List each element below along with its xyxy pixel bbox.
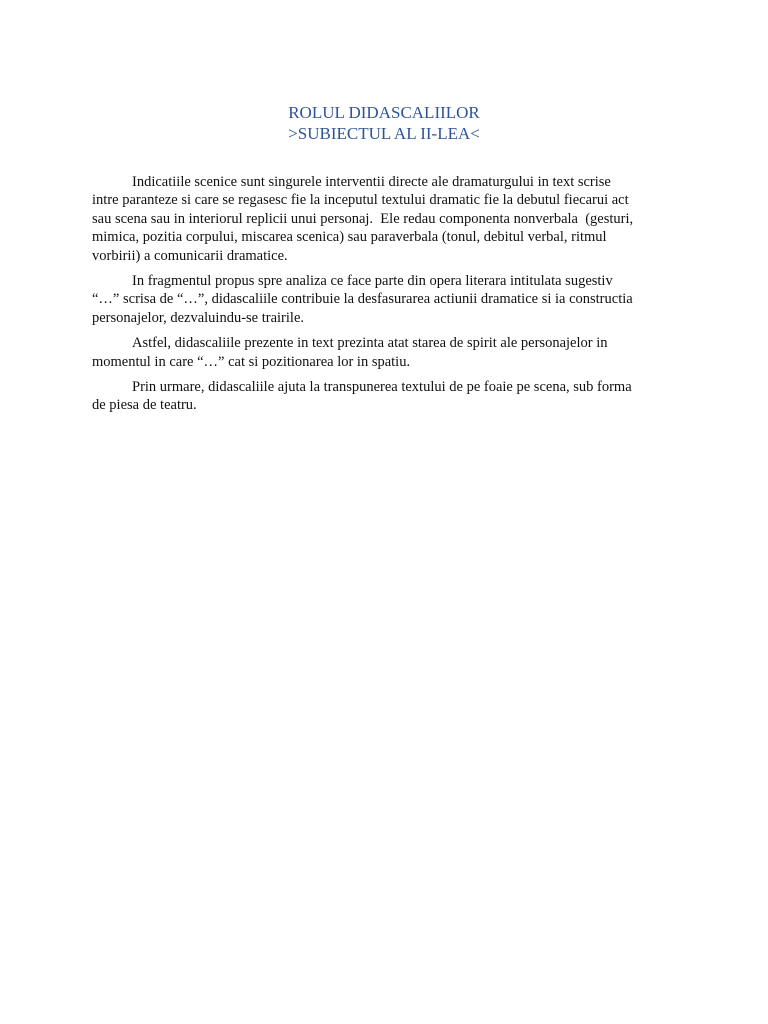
paragraph-4: [92, 378, 682, 415]
paragraph-line: de piesa de teatru.: [92, 397, 197, 414]
paragraph-line: mimica, pozitia corpului, miscarea scenica) sau paraverbala (tonul, debitul verbal, ritmul: [92, 229, 607, 246]
paragraph-2: [92, 272, 682, 327]
paragraph-line: intre paranteze si care se regasesc fie la inceputul textului dramatic fie la debutul fiecarui act: [92, 192, 629, 209]
paragraph-line: Astfel, didascaliile prezente in text prezinta atat starea de spirit ale personajelor in: [132, 335, 608, 352]
document-body: [92, 173, 682, 422]
title-line-1: ROLUL DIDASCALIILOR: [288, 103, 480, 122]
paragraph-line: Indicatiile scenice sunt singurele interventii directe ale dramaturgului in text scrise: [132, 174, 611, 190]
paragraph-line: momentul in care “…” cat si pozitionarea lor in spatiu.: [92, 353, 411, 370]
paragraph-3: [92, 334, 682, 371]
document-title: [0, 102, 768, 144]
paragraph-1: [92, 173, 682, 265]
paragraph-line: personajelor, dezvaluindu-se trairile.: [92, 309, 304, 326]
title-line-2: >SUBIECTUL AL II-LEA<: [288, 124, 480, 143]
paragraph-line: “…” scrisa de “…”, didascaliile contribuie la desfasurarea actiunii dramatice si ia constructia: [92, 291, 633, 308]
paragraph-line: In fragmentul propus spre analiza ce face parte din opera literara intitulata sugestiv: [132, 273, 613, 290]
paragraph-line: vorbirii) a comunicarii dramatice.: [92, 247, 288, 264]
paragraph-line: Prin urmare, didascaliile ajuta la transpunerea textului de pe foaie pe scena, sub forma: [132, 379, 632, 396]
paragraph-line: sau scena sau in interiorul replicii unui personaj. Ele redau componenta nonverbala (gesturi,: [92, 210, 634, 227]
